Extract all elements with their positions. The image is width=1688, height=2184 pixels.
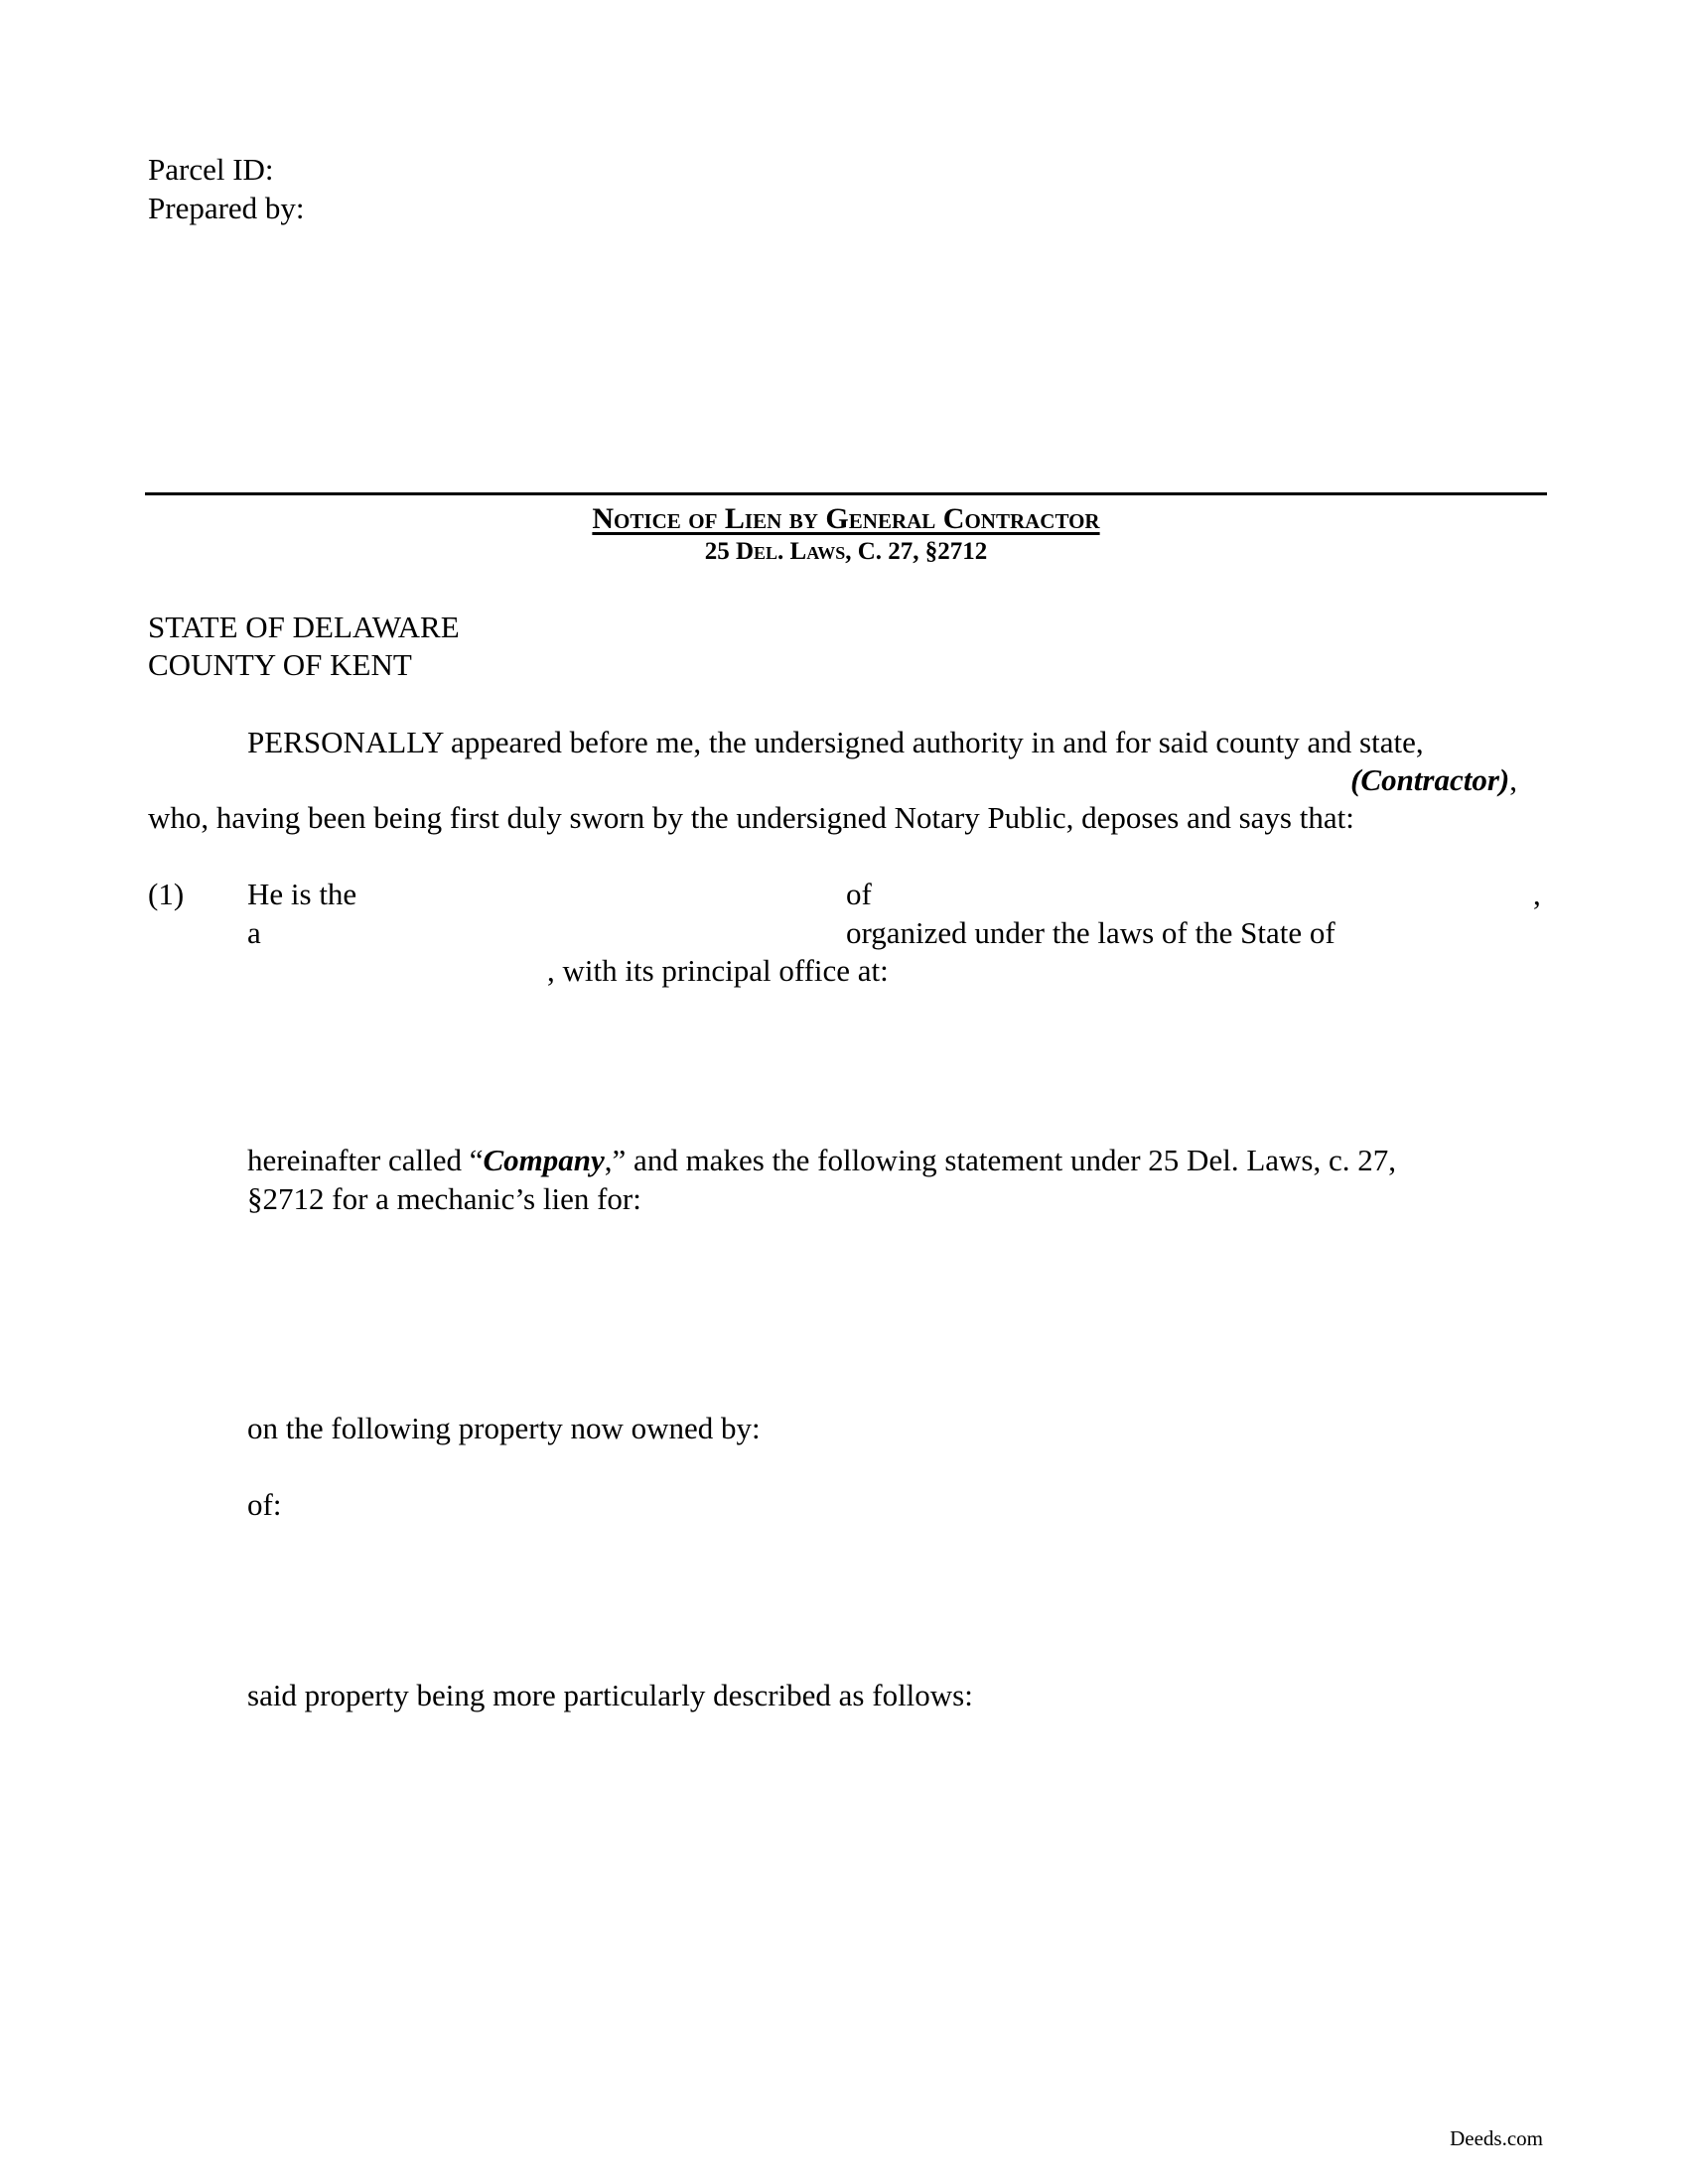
owned-by-label: on the following property now owned by:	[247, 1411, 761, 1445]
contractor-line	[1350, 761, 1517, 798]
he-is-the-label: He is the	[247, 877, 357, 911]
contractor-suffix: ,	[1509, 762, 1517, 797]
statute-reference: 25 Del. Laws, C. 27, §2712	[704, 538, 988, 565]
document-title: Notice of Lien by General Contractor	[592, 502, 1100, 535]
prepared-by-label: Prepared by:	[148, 191, 305, 225]
company-term: Company	[483, 1143, 605, 1177]
footer-brand: Deeds.com	[1450, 2126, 1543, 2150]
organized-under-label: organized under the laws of the State of	[846, 915, 1336, 950]
owner-of-label: of:	[247, 1487, 282, 1522]
item-number: (1)	[148, 877, 185, 911]
state-line: STATE OF DELAWARE	[148, 610, 460, 644]
company-clause-suffix: ,” and makes the following statement under 25 Del. Laws, c. 27,	[604, 1143, 1396, 1177]
property-description-label: said property being more particularly described as follows:	[247, 1678, 973, 1712]
intro-line-1: PERSONALLY appeared before me, the undersigned authority in and for said county and state,	[247, 725, 1424, 759]
parcel-id-label: Parcel ID:	[148, 152, 274, 187]
intro-line-3: who, having been being first duly sworn by the undersigned Notary Public, deposes and says that:	[148, 800, 1354, 835]
county-line: COUNTY OF KENT	[148, 647, 412, 682]
company-clause-line-2: §2712 for a mechanic’s lien for:	[247, 1181, 641, 1216]
contractor-label: (Contractor)	[1350, 762, 1510, 797]
item-comma: ,	[1533, 877, 1541, 911]
header-rule	[145, 492, 1547, 495]
company-clause-prefix: hereinafter called “	[247, 1143, 484, 1177]
company-clause-line-1	[247, 1142, 1396, 1178]
principal-office-label: , with its principal office at:	[547, 953, 889, 988]
of-label: of	[846, 877, 872, 911]
article-a-label: a	[247, 915, 261, 950]
